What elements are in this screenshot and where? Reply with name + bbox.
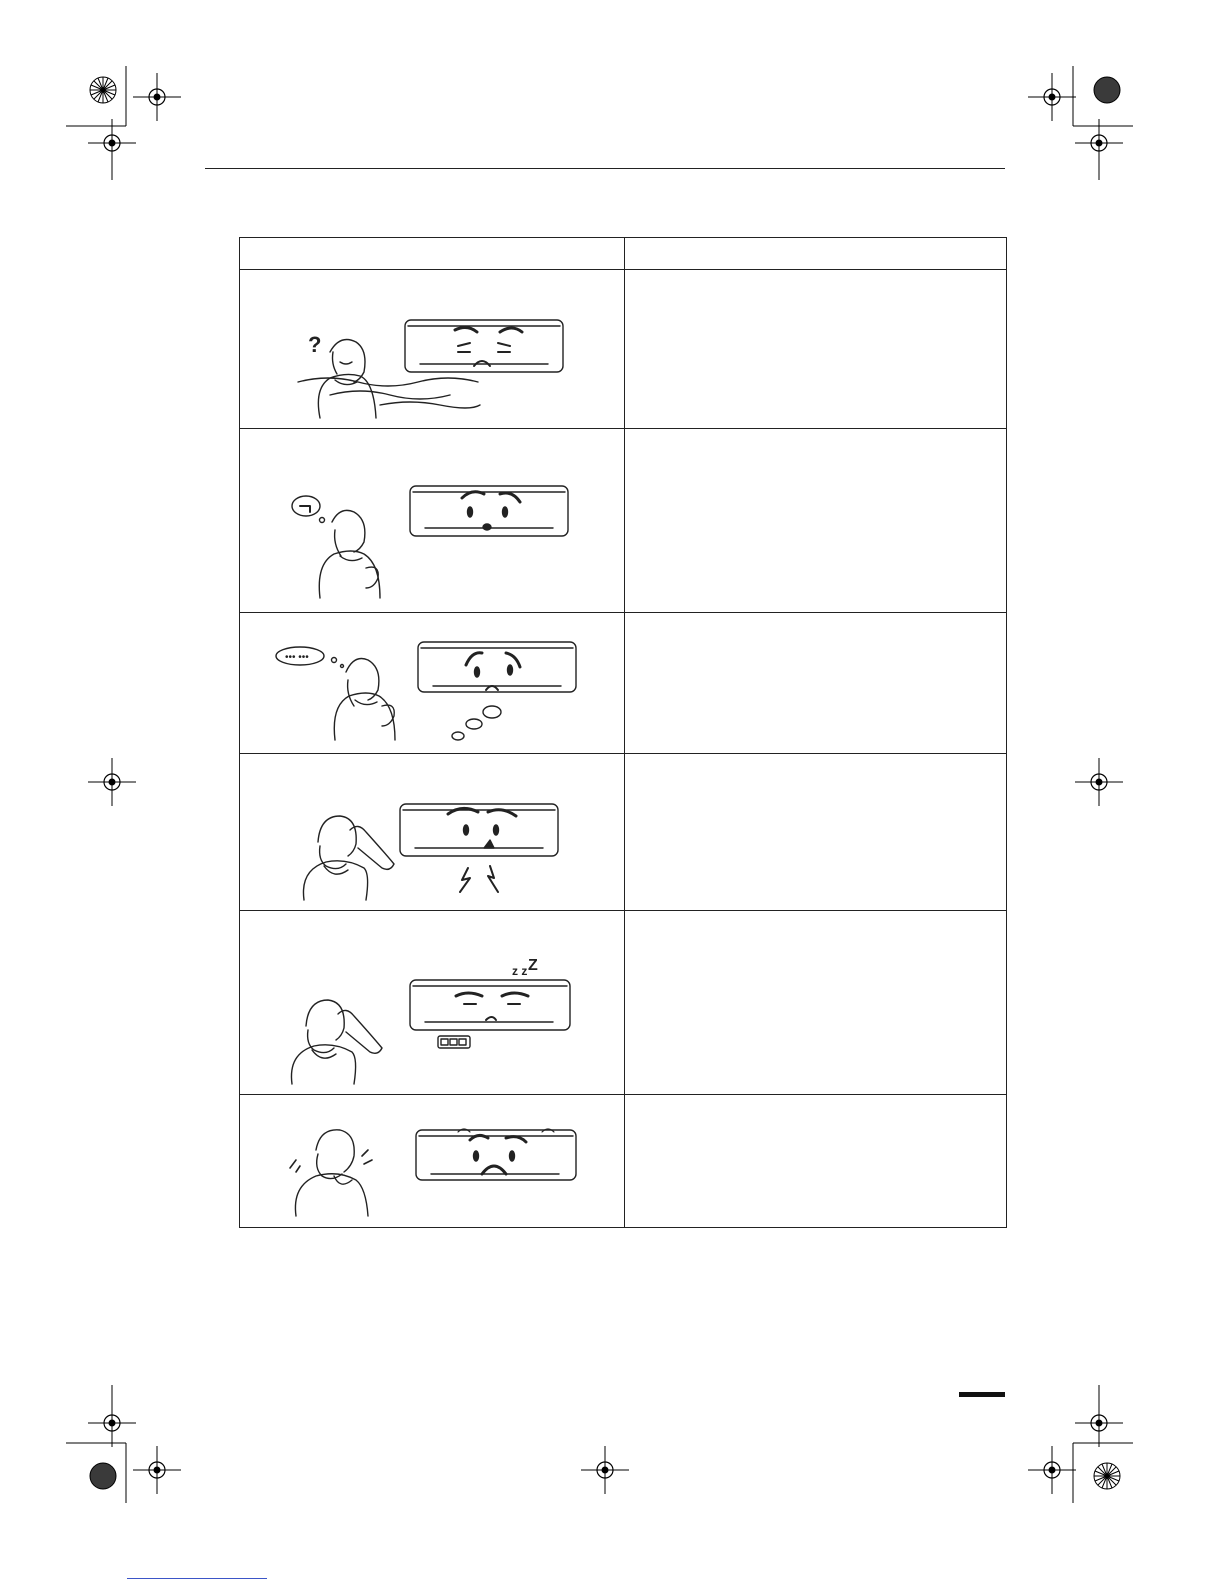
svg-text:••• •••: ••• ••• xyxy=(285,652,309,663)
svg-text:z z: z z xyxy=(512,964,528,978)
woman-speech-bubble-ac-unit-mist-icon xyxy=(276,642,576,740)
woman-question-ac-unit-odor-icon xyxy=(298,320,563,418)
footer-link-underline[interactable] xyxy=(127,1578,267,1579)
svg-text:?: ? xyxy=(308,332,322,357)
page-number-bar xyxy=(959,1392,1005,1397)
svg-text:Z: Z xyxy=(528,957,538,974)
woman-thinking-faucet-ac-unit-icon xyxy=(292,486,568,598)
man-listening-ac-unit-sleeping-icon xyxy=(291,957,570,1084)
man-startled-ac-unit-frown-icon xyxy=(290,1129,576,1216)
man-listening-ac-unit-crack-noise-icon xyxy=(303,804,558,900)
